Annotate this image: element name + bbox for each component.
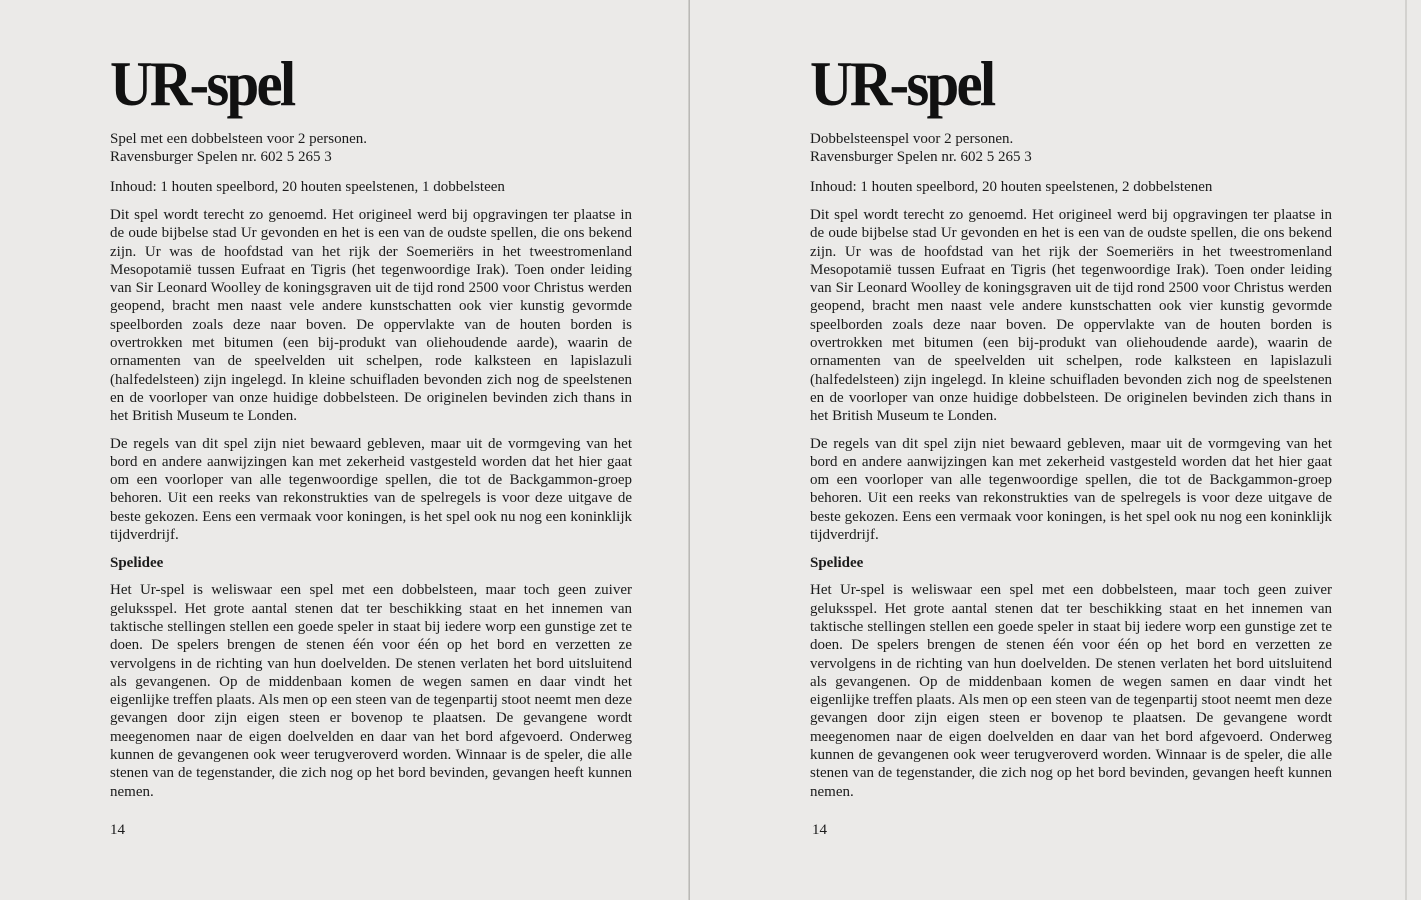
page-edge-shadow: [1405, 0, 1407, 900]
right-subtitle-line-2: Ravensburger Spelen nr. 602 5 265 3: [810, 149, 1032, 165]
right-page: [690, 0, 1421, 900]
left-paragraph-spelidee: Het Ur-spel is weliswaar een spel met een dobbelsteen, maar toch geen zuiver geluksspel. Het grote aantal stenen dat ter beschikking staat en het innemen van taktische stellingen stellen een goede speler in staat bij iedere worp een gunstige zet te doen. De spelers brengen de stenen één voor één op het bord en verzetten ze vervolgens in de richting van hun doelvelden. De stenen verlaten het bord uitsluitend als gevangenen. Op de middenbaan komen de wegen samen en daar vindt het eigenlijke treffen plaats. Als men op een steen van de tegenpartij stoot neemt men deze gevangen door zijn eigen steen er bovenop te plaatsen. De gevangene wordt meegenomen naar de eigen doelvelden en daar van het bord afgevoerd. Onderweg kunnen de gevangenen ook weer terugveroverd worden. Winnaar is de speler, die alle stenen van de tegenstander, die zich nog op het bord bevinden, gevangen heeft kunnen nemen.: [110, 582, 632, 800]
left-page-column: [110, 48, 632, 801]
right-paragraph-spelidee: Het Ur-spel is weliswaar een spel met een dobbelsteen, maar toch geen zuiver geluksspel. Het grote aantal stenen dat ter beschikking staat en het innemen van taktische stellingen stellen een goede speler in staat bij iedere worp een gunstige zet te doen. De spelers brengen de stenen één voor één op het bord en verzetten ze vervolgens in de richting van hun doelvelden. De stenen verlaten het bord uitsluitend als gevangenen. Op de middenbaan komen de wegen samen en daar vindt het eigenlijke treffen plaats. Als men op een steen van de tegenpartij stoot neemt men deze gevangen door zijn eigen steen er bovenop te plaatsen. De gevangene wordt meegenomen naar de eigen doelvelden en daar van het bord afgevoerd. Onderweg kunnen de gevangenen ook weer terugveroverd worden. Winnaar is de speler, die alle stenen van de tegenstander, die zich nog op het bord bevinden, gevangen heeft kunnen nemen.: [810, 582, 1332, 800]
left-subtitle-line-2: Ravensburger Spelen nr. 602 5 265 3: [110, 149, 332, 165]
left-paragraph-history: Dit spel wordt terecht zo genoemd. Het origineel werd bij opgravingen ter plaatse in de oude bijbelse stad Ur gevonden en het is een van de oudste spellen, die ons bekend zijn. Ur was de hoofdstad van het rijk der Soemeriërs in het tweestromenland Mesopotamië tussen Eufraat en Tigris (het tegenwoordige Irak). Toen onder leiding van Sir Leonard Woolley de koningsgraven uit de tijd rond 2500 voor Christus werden geopend, bracht men naast vele andere kunstschatten ook vier kunstig gevormde speelborden zoals deze naar boven. De oppervlakte van de houten borden is overtrokken met bitumen (een bij-produkt van oliehoudende aarde), waarin de ornamenten van de speelvelden uit schelpen, rode kalksteen en lapislazuli (halfedelsteen) zijn ingelegd. In kleine schuifladen bevonden zich nog de speelstenen en de voorloper van onze huidige dobbelsteen. De originelen bevinden zich thans in het British Museum te Londen.: [110, 207, 632, 425]
left-subtitle-line-1: Spel met een dobbelsteen voor 2 personen.: [110, 131, 368, 147]
left-section-heading: Spelidee: [110, 555, 164, 572]
right-contents-line: Inhoud: 1 houten speelbord, 20 houten speelstenen, 2 dobbelstenen: [810, 179, 1213, 195]
right-page-title: UR-spel: [810, 48, 994, 119]
right-page-column: [810, 48, 1332, 801]
right-paragraph-rules: De regels van dit spel zijn niet bewaard gebleven, maar uit de vormgeving van het bord en andere aanwijzingen kan met zekerheid vastgesteld worden dat het hier gaat om een voorloper van alle tegenwoordige spellen, die tot de Backgammon-groep behoren. Uit een reeks van rekonstrukties van de spelregels is voor deze uitgave de beste gekozen. Eens een vermaak voor koningen, is het spel ook nu nog een koninklijk tijdverdrijf.: [810, 435, 1332, 544]
right-subtitle-line-1: Dobbelsteenspel voor 2 personen.: [810, 131, 1014, 147]
right-paragraph-history: Dit spel wordt terecht zo genoemd. Het origineel werd bij opgravingen ter plaatse in de oude bijbelse stad Ur gevonden en het is een van de oudste spellen, die ons bekend zijn. Ur was de hoofdstad van het rijk der Soemeriërs in het tweestromenland Mesopotamië tussen Eufraat en Tigris (het tegenwoordige Irak). Toen onder leiding van Sir Leonard Woolley de koningsgraven uit de tijd rond 2500 voor Christus werden geopend, bracht men naast vele andere kunstschatten ook vier kunstig gevormde speelborden zoals deze naar boven. De oppervlakte van de houten borden is overtrokken met bitumen (een bij-produkt van oliehoudende aarde), waarin de ornamenten van de speelvelden uit schelpen, rode kalksteen en lapislazuli (halfedelsteen) zijn ingelegd. In kleine schuifladen bevonden zich nog de speelstenen en de voorloper van onze huidige dobbelsteen. De originelen bevinden zich thans in het British Museum te Londen.: [810, 207, 1332, 425]
left-contents-line: Inhoud: 1 houten speelbord, 20 houten speelstenen, 1 dobbelsteen: [110, 179, 505, 195]
right-page-number: 14: [812, 822, 827, 838]
left-page-title: UR-spel: [110, 48, 294, 119]
left-page-number: 14: [110, 822, 125, 838]
left-paragraph-rules: De regels van dit spel zijn niet bewaard gebleven, maar uit de vormgeving van het bord en andere aanwijzingen kan met zekerheid vastgesteld worden dat het hier gaat om een voorloper van alle tegenwoordige spellen, die tot de Backgammon-groep behoren. Uit een reeks van rekonstrukties van de spelregels is voor deze uitgave de beste gekozen. Eens een vermaak voor koningen, is het spel ook nu nog een koninklijk tijdverdrijf.: [110, 435, 632, 544]
right-section-heading: Spelidee: [810, 555, 864, 572]
left-page: [0, 0, 690, 900]
